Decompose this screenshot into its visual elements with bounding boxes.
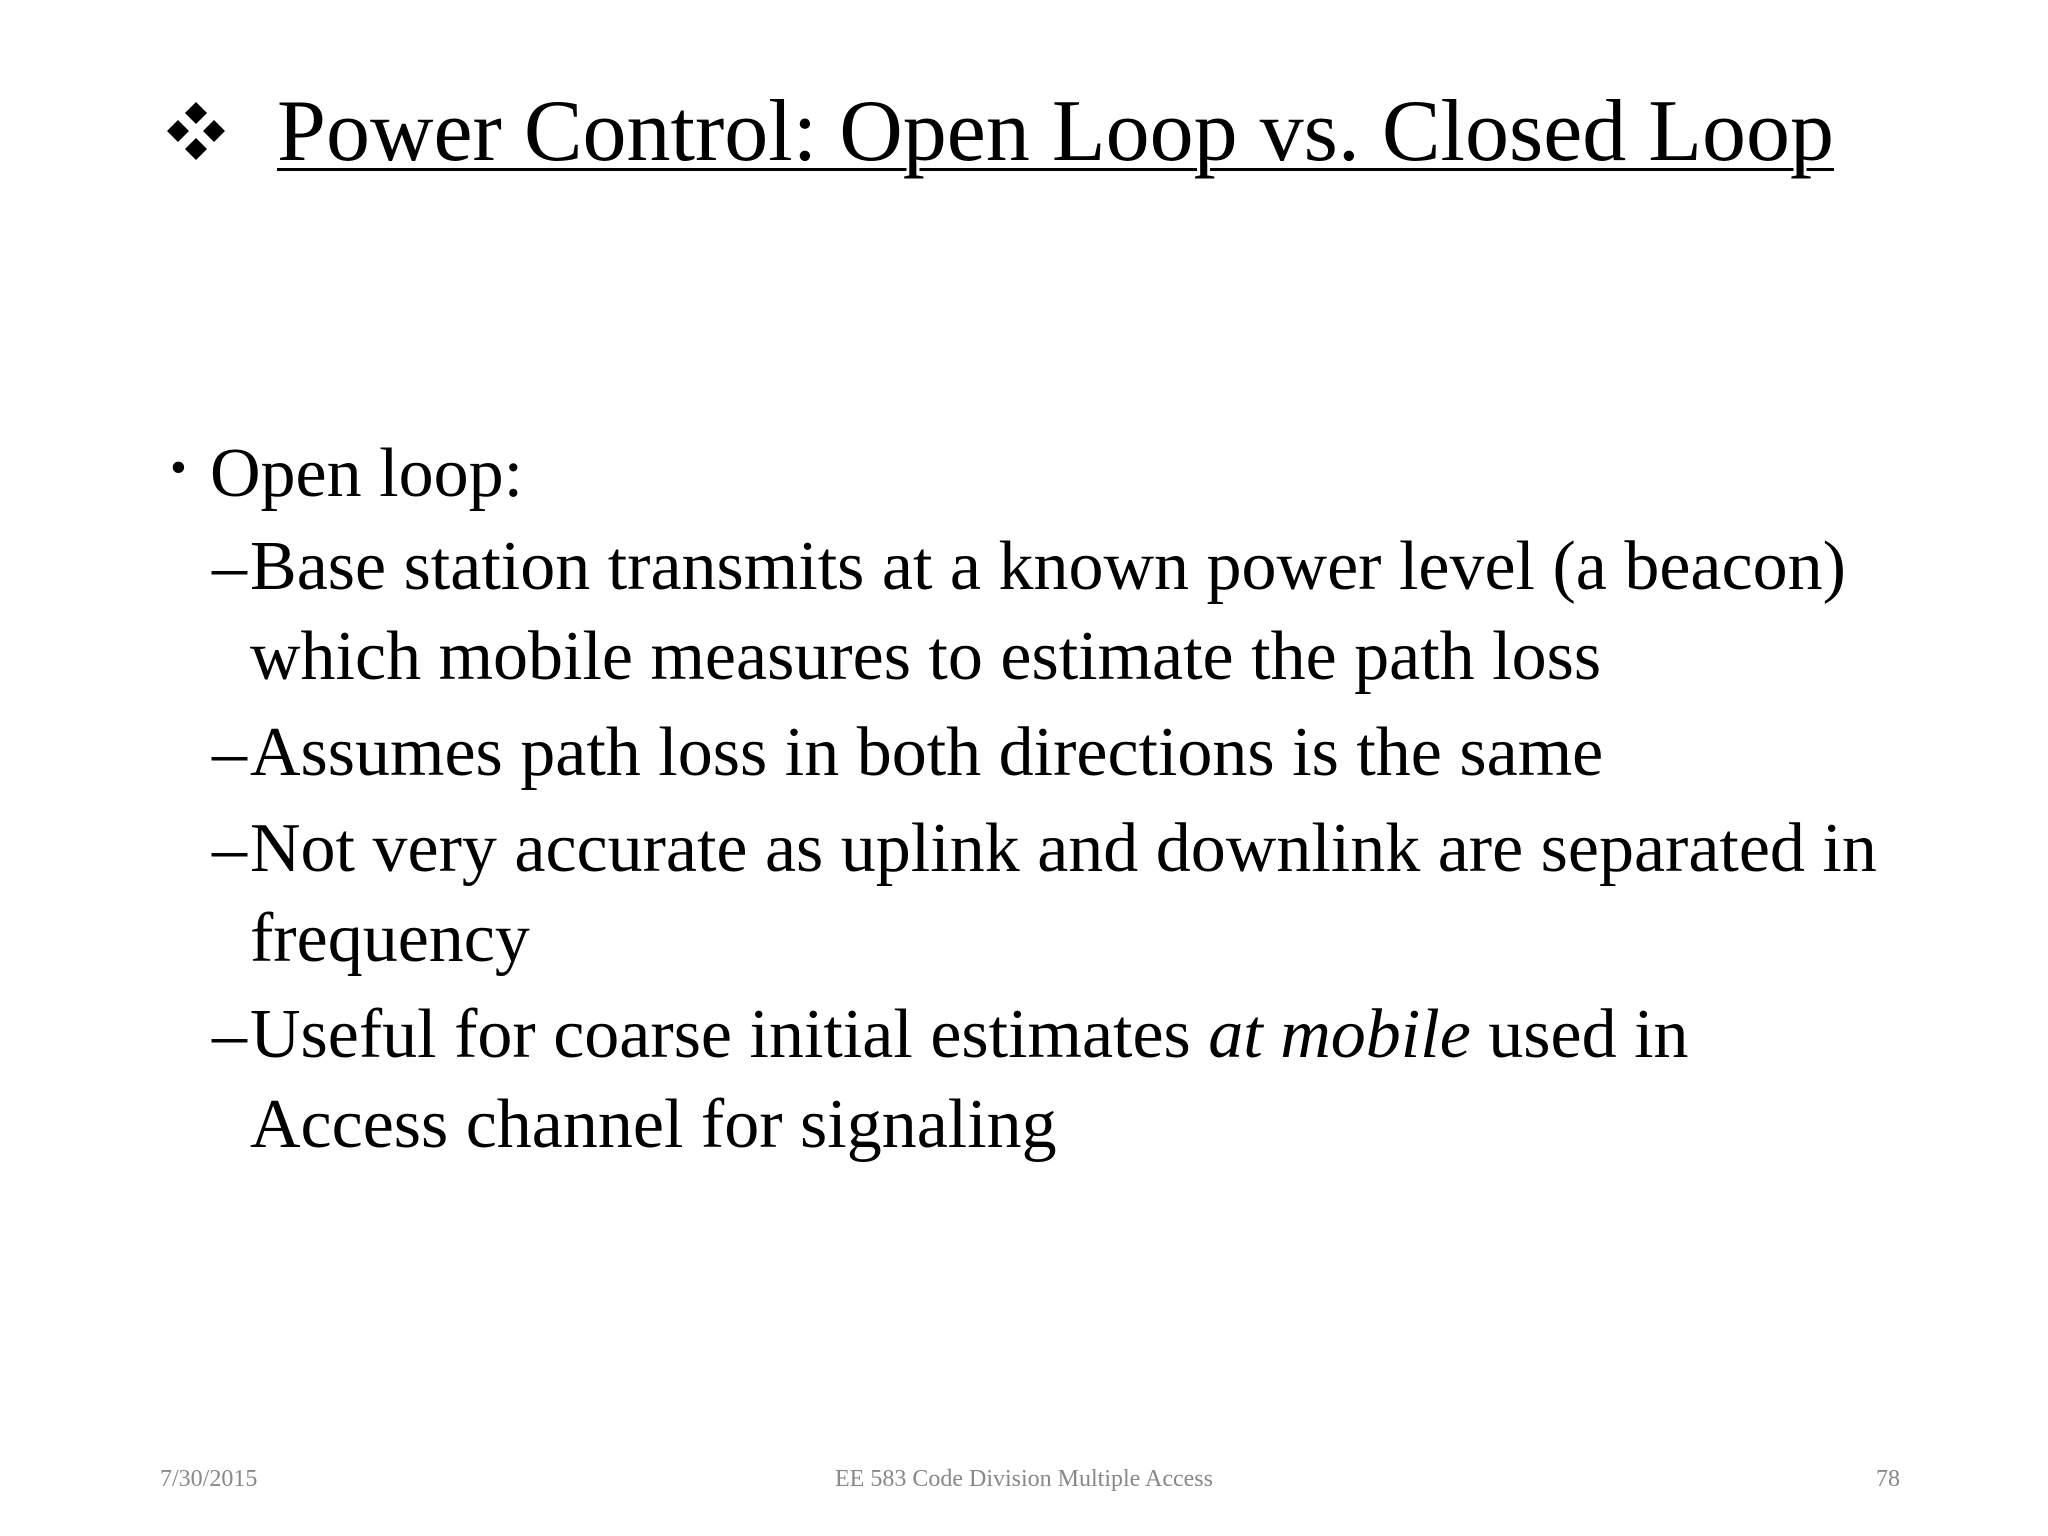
footer-page-number: 78	[1876, 1466, 1900, 1492]
sub-bullet-1	[170, 522, 1890, 702]
sub-bullet-2	[170, 708, 1890, 798]
bullet-dot-icon: •	[170, 441, 187, 494]
slide-body	[170, 432, 1890, 1170]
sub-bullet-text-end: used in Access channel for signaling	[250, 996, 1689, 1163]
bullet-open-loop	[170, 432, 1890, 516]
sub-bullet-emphasis: at mobile	[1208, 996, 1471, 1073]
dash-icon: –	[212, 528, 247, 605]
dash-icon: –	[212, 996, 247, 1073]
footer-course: EE 583 Code Division Multiple Access	[835, 1466, 1213, 1492]
dash-icon: –	[212, 714, 247, 791]
sub-bullet-text: Base station transmits at a known power level (a beacon) which mobile measures to estimate the path loss	[250, 528, 1846, 695]
dash-icon: –	[212, 810, 247, 887]
slide-title: Power Control: Open Loop vs. Closed Loop	[277, 83, 1835, 180]
sub-bullet-3	[170, 804, 1890, 984]
sub-bullet-text: Assumes path loss in both directions is the same	[250, 714, 1604, 791]
footer-date: 7/30/2015	[160, 1466, 258, 1492]
sub-bullet-text: Not very accurate as uplink and downlink are separated in frequency	[250, 810, 1877, 977]
sub-bullet-text-start: Useful for coarse initial estimates	[250, 996, 1209, 1073]
bullet-heading: Open loop:	[210, 435, 524, 512]
sub-bullet-4	[170, 990, 1890, 1170]
four-diamond-icon	[165, 100, 227, 162]
sub-bullet-text	[250, 990, 1890, 1170]
